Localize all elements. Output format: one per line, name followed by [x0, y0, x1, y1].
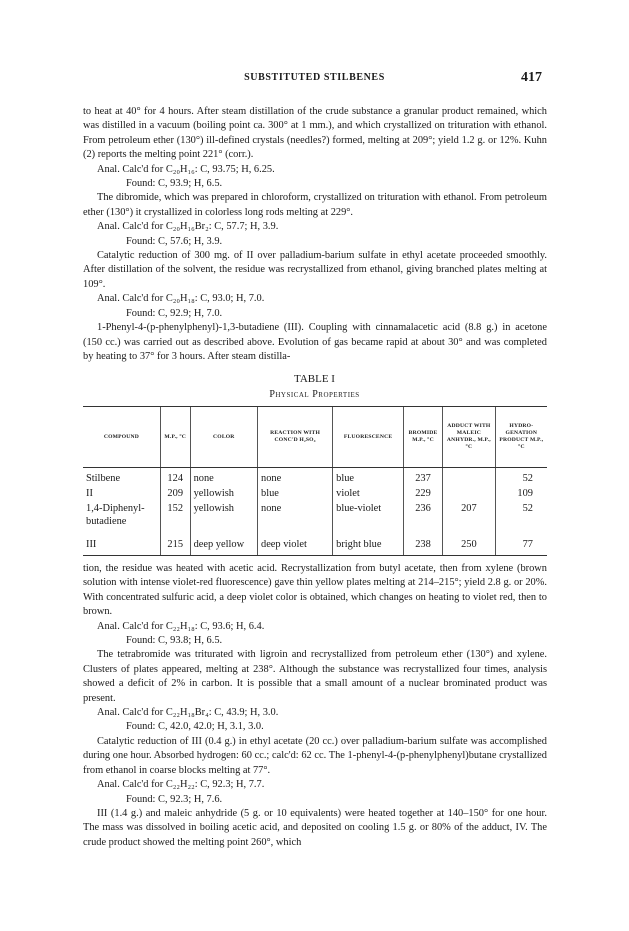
column-header: COMPOUND	[83, 407, 160, 468]
paragraph: Anal. Calc'd for C₂₀H₁₆Br₂: C, 57.7; H, 3.9.	[97, 221, 279, 233]
column-header: COLOR	[190, 407, 257, 468]
paragraph: Catalytic reduction of III (0.4 g.) in ethyl acetate (20 cc.) over palladium-barium sulfate was accomplished during one hour. Absorbed hydrogen: 60 cc.; calc'd: 62 cc. The 1-phenyl-4-(p-phenylphenyl)butane crystallized from ethanol in coarse blocks melting at 77°.	[83, 735, 547, 776]
body-text-top	[83, 105, 547, 364]
page-number: 417	[521, 70, 542, 85]
compound-cell: Stilbene	[86, 473, 121, 484]
fluorescence-cell: blue-violet	[333, 501, 404, 529]
paragraph: Found: C, 93.8; H, 6.5.	[126, 635, 223, 647]
paragraph: Found: C, 92.9; H, 7.0.	[126, 307, 223, 319]
table-row	[83, 501, 547, 529]
paragraph: Anal. Calc'd for C₂₀H₁₈: C, 93.0; H, 7.0.	[97, 293, 265, 305]
paragraph: Anal. Calc'd for C₂₂H₁₈Br₄: C, 43.9; H, 3.0.	[97, 707, 279, 719]
bromide-mp-cell: 229	[404, 486, 443, 501]
color-cell: yellowish	[190, 486, 257, 501]
paragraph: The tetrabromide was triturated with ligroin and recrystallized from petroleum ether (130°) and xylene. Clusters of plates appeared, melting at 238°. Although the substance was recrystallized four times, analysis showed a deficit of 2% in carbon. It is possible that a small amount of a nuclear brominated product was present.	[83, 649, 547, 704]
hydrogenation-mp-cell: 77	[495, 529, 547, 556]
paragraph: to heat at 40° for 4 hours. After steam distillation of the crude substance a granular product remained, which was distilled in a vacuum (boiling point ca. 300° at 1 mm.), and which crystallized on trituration with ethanol. From petroleum ether (130°) ill-defined crystals (needles?) formed, melting at 209°; yield 1.2 g. or 12%. Kuhn (2) reports the melting point 221° (corr.).	[83, 106, 547, 161]
fluorescence-cell: bright blue	[333, 529, 404, 556]
column-header: M.P., °C	[160, 407, 190, 468]
compound-cell: 1,4-Diphenyl-butadiene	[86, 503, 145, 527]
column-header: FLUORESCENCE	[333, 407, 404, 468]
paragraph: Anal. Calc'd for C₂₀H₁₆: C, 93.75; H, 6.25.	[97, 163, 275, 175]
paragraph: III (1.4 g.) and maleic anhydride (5 g. or 10 equivalents) were heated together at 140–150° for one hour. The mass was dissolved in boiling acetic acid, and deposited on cooling 1.5 g. or 80% of the adduct, IV. The crude product showed the melting point 260°, which	[83, 807, 547, 848]
table-title: TABLE I	[294, 373, 335, 385]
compound-cell: II	[86, 488, 93, 499]
mp-cell: 215	[160, 529, 190, 556]
adduct-mp-cell	[443, 468, 496, 487]
paragraph: Found: C, 57.6; H, 3.9.	[126, 235, 223, 247]
paragraph: The dibromide, which was prepared in chloroform, crystallized on trituration with ethanol. From petroleum ether (130°) it crystallized in colorless long rods melting at 229°.	[83, 192, 547, 218]
reaction-cell: blue	[258, 486, 333, 501]
paragraph: Catalytic reduction of 300 mg. of II over palladium-barium sulfate in ethyl acetate proceeded smoothly. After distillation of the solvent, the residue was recrystallized from ethanol, giving branched plates melting at 109°.	[83, 250, 547, 290]
table-row	[83, 468, 547, 487]
table-subtitle: Physical Properties	[269, 389, 360, 400]
mp-cell: 124	[160, 468, 190, 487]
color-cell: yellowish	[190, 501, 257, 529]
paragraph: tion, the residue was heated with acetic acid. Recrystallization from butyl acetate, then from xylene (brown solution with intense violet-red fluorescence) gave thin yellow plates melting at 214–215°; yield 2.8 g. or 20%. With concentrated sulfuric acid, a deep violet color is obtained, which changes on heating to violet red, then to brown.	[83, 563, 547, 618]
adduct-mp-cell	[443, 486, 496, 501]
column-header: HYDRO-GENATION PRODUCT M.P., °C	[495, 407, 547, 468]
physical-properties-table	[83, 406, 547, 556]
bromide-mp-cell: 238	[404, 529, 443, 556]
bromide-mp-cell: 236	[404, 501, 443, 529]
adduct-mp-cell: 250	[443, 529, 496, 556]
bromide-mp-cell: 237	[404, 468, 443, 487]
mp-cell: 152	[160, 501, 190, 529]
paragraph: Anal. Calc'd for C₂₂H₂₂: C, 92.3; H, 7.7.	[97, 779, 265, 791]
color-cell: none	[190, 468, 257, 487]
color-cell: deep yellow	[190, 529, 257, 556]
column-header: ADDUCT WITH MALEIC ANHYDR., M.P., °C	[443, 407, 496, 468]
table-row	[83, 529, 547, 556]
reaction-cell: none	[258, 468, 333, 487]
compound-cell: III	[83, 529, 160, 556]
paragraph: Found: C, 93.9; H, 6.5.	[126, 178, 223, 190]
table-row	[83, 486, 547, 501]
hydrogenation-mp-cell: 52	[495, 501, 547, 529]
paragraph: Found: C, 42.0, 42.0; H, 3.1, 3.0.	[126, 721, 264, 733]
hydrogenation-mp-cell: 109	[495, 486, 547, 501]
hydrogenation-mp-cell: 52	[495, 468, 547, 487]
reaction-cell: none	[258, 501, 333, 529]
fluorescence-cell: violet	[333, 486, 404, 501]
column-header: REACTION WITH CONC'D H₂SO₄	[258, 407, 333, 468]
paragraph: Anal. Calc'd for C₂₂H₁₈: C, 93.6; H, 6.4.	[97, 620, 265, 632]
fluorescence-cell: blue	[333, 468, 404, 487]
table-header-row	[83, 407, 547, 468]
column-header: BROMIDE M.P., °C	[404, 407, 443, 468]
mp-cell: 209	[160, 486, 190, 501]
paragraph: Found: C, 92.3; H, 7.6.	[126, 793, 223, 805]
paragraph: 1-Phenyl-4-(p-phenylphenyl)-1,3-butadiene (III). Coupling with cinnamalacetic acid (8.8 g.) in acetone (150 cc.) was carried out as described above. Evolution of gas became rapid at about 30° and was completed by heating to 37° for 3 hours. After steam distilla-	[83, 322, 547, 362]
body-text-bottom	[83, 562, 547, 850]
reaction-cell: deep violet	[258, 529, 333, 556]
adduct-mp-cell: 207	[443, 501, 496, 529]
page-header	[0, 72, 629, 88]
running-head: SUBSTITUTED STILBENES	[244, 72, 385, 83]
